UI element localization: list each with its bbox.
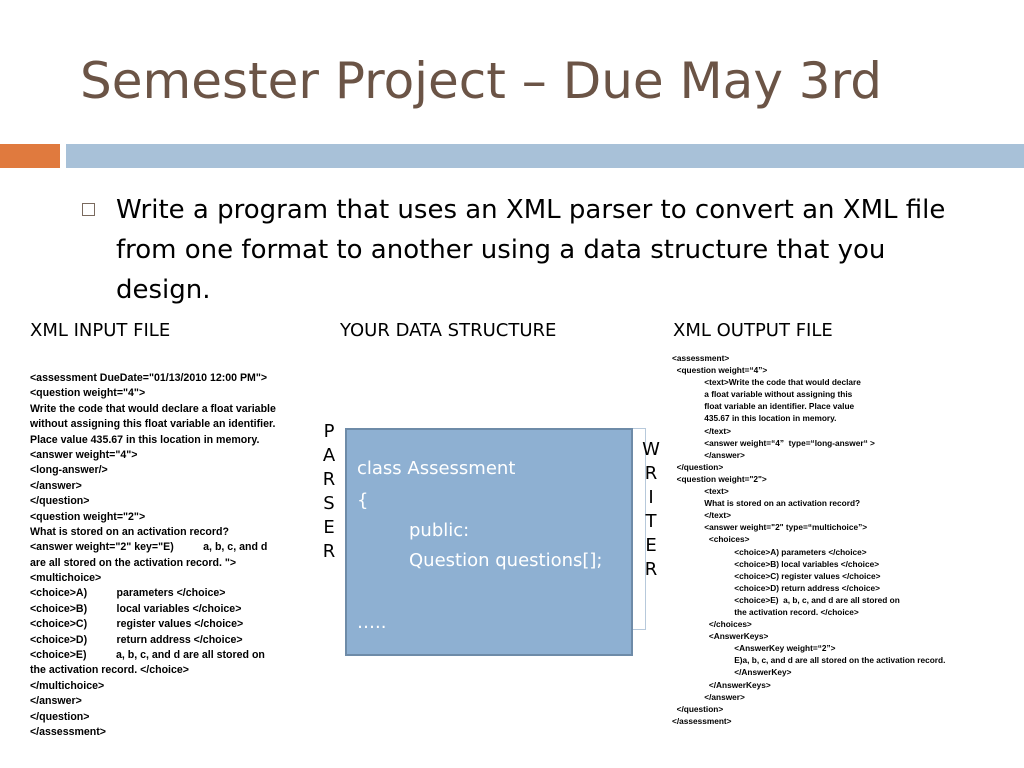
xml-input-line: </multichoice> xyxy=(30,679,105,692)
xml-output-line: <question weight=“4”> xyxy=(672,365,768,376)
xml-input-line: <multichoice> xyxy=(30,572,102,585)
xml-input-line: What is stored on an activation record? xyxy=(30,525,229,538)
xml-output-line: What is stored on an activation record? xyxy=(672,498,861,509)
parser-letter: E xyxy=(323,517,335,538)
xml-output-line: E)a, b, c, and d are all stored on the activation record. xyxy=(672,655,946,666)
title-rule-accent xyxy=(0,144,60,168)
parser-letter: R xyxy=(322,469,336,490)
structure-class-line: class Assessment xyxy=(357,458,516,479)
xml-output-line: </answer> xyxy=(672,449,745,460)
structure-public-line: public: xyxy=(409,520,470,541)
xml-output-line: <AnswerKey weight=“2”> xyxy=(672,643,836,654)
title-rule xyxy=(66,144,1024,168)
xml-output-line: a float variable without assigning this xyxy=(672,389,853,400)
xml-output-line: <choices> xyxy=(672,534,750,545)
xml-input-line: </question> xyxy=(30,495,90,508)
xml-input-line: <answer weight="4"> xyxy=(30,448,138,461)
xml-output-line: <choice>D) return address </choice> xyxy=(672,582,880,593)
xml-input-line: the activation record. </choice> xyxy=(30,664,189,677)
xml-input-line: <choice>C) register values </choice> xyxy=(30,618,244,631)
heading-data-structure: YOUR DATA STRUCTURE xyxy=(340,320,557,341)
xml-input-line: <choice>E) a, b, c, and d are all stored on xyxy=(30,649,265,662)
parser-letter: R xyxy=(322,541,336,562)
xml-output-line: float variable an identifier. Place value xyxy=(672,401,855,412)
xml-input-line: <long-answer/> xyxy=(30,464,108,477)
xml-output-listing xyxy=(672,352,1017,727)
heading-xml-input: XML INPUT FILE xyxy=(30,320,171,341)
parser-letter: P xyxy=(323,421,335,442)
writer-letter: W xyxy=(642,439,660,460)
xml-output-line: <answer weight="2" type=“multichoice”> xyxy=(672,522,868,533)
xml-input-listing xyxy=(30,371,306,740)
xml-output-line: </AnswerKey> xyxy=(672,667,792,678)
xml-output-line: <question weight="2"> xyxy=(672,473,767,484)
xml-input-line: <answer weight="2" key="E) a, b, c, and d xyxy=(30,541,268,554)
xml-input-line: without assigning this float variable an identifier. xyxy=(30,418,276,431)
xml-output-line: 435.67 in this location in memory. xyxy=(672,413,837,424)
xml-input-line: <question weight="4"> xyxy=(30,387,146,400)
parser-label xyxy=(318,420,340,564)
heading-xml-output: XML OUTPUT FILE xyxy=(673,320,833,341)
xml-input-line: <assessment DueDate="01/13/2010 12:00 PM"> xyxy=(30,372,268,384)
xml-output-line: <choice>B) local variables </choice> xyxy=(672,558,880,569)
xml-output-line: </question> xyxy=(672,461,724,472)
xml-output-line: <answer weight=“4” type=“long-answer“ > xyxy=(672,437,875,448)
writer-letter: R xyxy=(644,463,658,484)
xml-output-line: <choice>E) a, b, c, and d are all stored on xyxy=(672,594,900,605)
xml-input-line: </question> xyxy=(30,710,90,723)
xml-output-line: the activation record. </choice> xyxy=(672,606,859,617)
xml-input-line: </answer> xyxy=(30,479,82,492)
xml-input-line: <choice>A) parameters </choice> xyxy=(30,587,226,600)
xml-input-line: <question weight="2"> xyxy=(30,510,146,523)
xml-input-line: </answer> xyxy=(30,695,82,708)
bullet-text: Write a program that uses an XML parser to convert an XML file from one format to another using a data structure that you design. xyxy=(116,195,946,305)
xml-output-line: <assessment> xyxy=(672,353,730,363)
xml-input-line: Write the code that would declare a float variable xyxy=(30,402,276,415)
xml-output-line: <choice>A) parameters </choice> xyxy=(672,546,867,557)
xml-input-line: </assessment> xyxy=(30,725,106,738)
xml-input-line: <choice>B) local variables </choice> xyxy=(30,602,242,615)
xml-input-line: <choice>D) return address </choice> xyxy=(30,633,243,646)
xml-output-line: <text>Write the code that would declare xyxy=(672,377,861,388)
structure-ellipsis: ….. xyxy=(357,612,387,633)
xml-output-line: </choices> xyxy=(672,619,752,630)
writer-letter: E xyxy=(645,535,657,556)
xml-output-line: </text> xyxy=(672,425,732,436)
writer-label xyxy=(640,438,662,582)
xml-input-line: Place value 435.67 in this location in memory. xyxy=(30,433,260,446)
parser-letter: S xyxy=(323,493,335,514)
xml-output-line: </answer> xyxy=(672,691,745,702)
writer-letter: T xyxy=(645,511,657,532)
xml-input-line: are all stored on the activation record. "> xyxy=(30,556,237,569)
structure-open-brace: { xyxy=(357,490,369,511)
data-structure-box xyxy=(345,428,633,656)
xml-output-line: </assessment> xyxy=(672,715,732,726)
xml-output-line: </AnswerKeys> xyxy=(672,679,771,690)
writer-letter: R xyxy=(644,559,658,580)
structure-questions-line: Question questions[]; xyxy=(409,550,603,571)
xml-output-line: </text> xyxy=(672,510,732,521)
bullet-square-icon xyxy=(82,203,95,216)
xml-output-line: </question> xyxy=(672,703,724,714)
slide-title: Semester Project – Due May 3rd xyxy=(80,52,883,110)
xml-output-line: <text> xyxy=(672,486,729,497)
xml-output-line: <choice>C) register values </choice> xyxy=(672,570,881,581)
xml-output-line: <AnswerKeys> xyxy=(672,631,769,642)
parser-letter: A xyxy=(322,445,336,466)
writer-letter: I xyxy=(648,487,654,508)
